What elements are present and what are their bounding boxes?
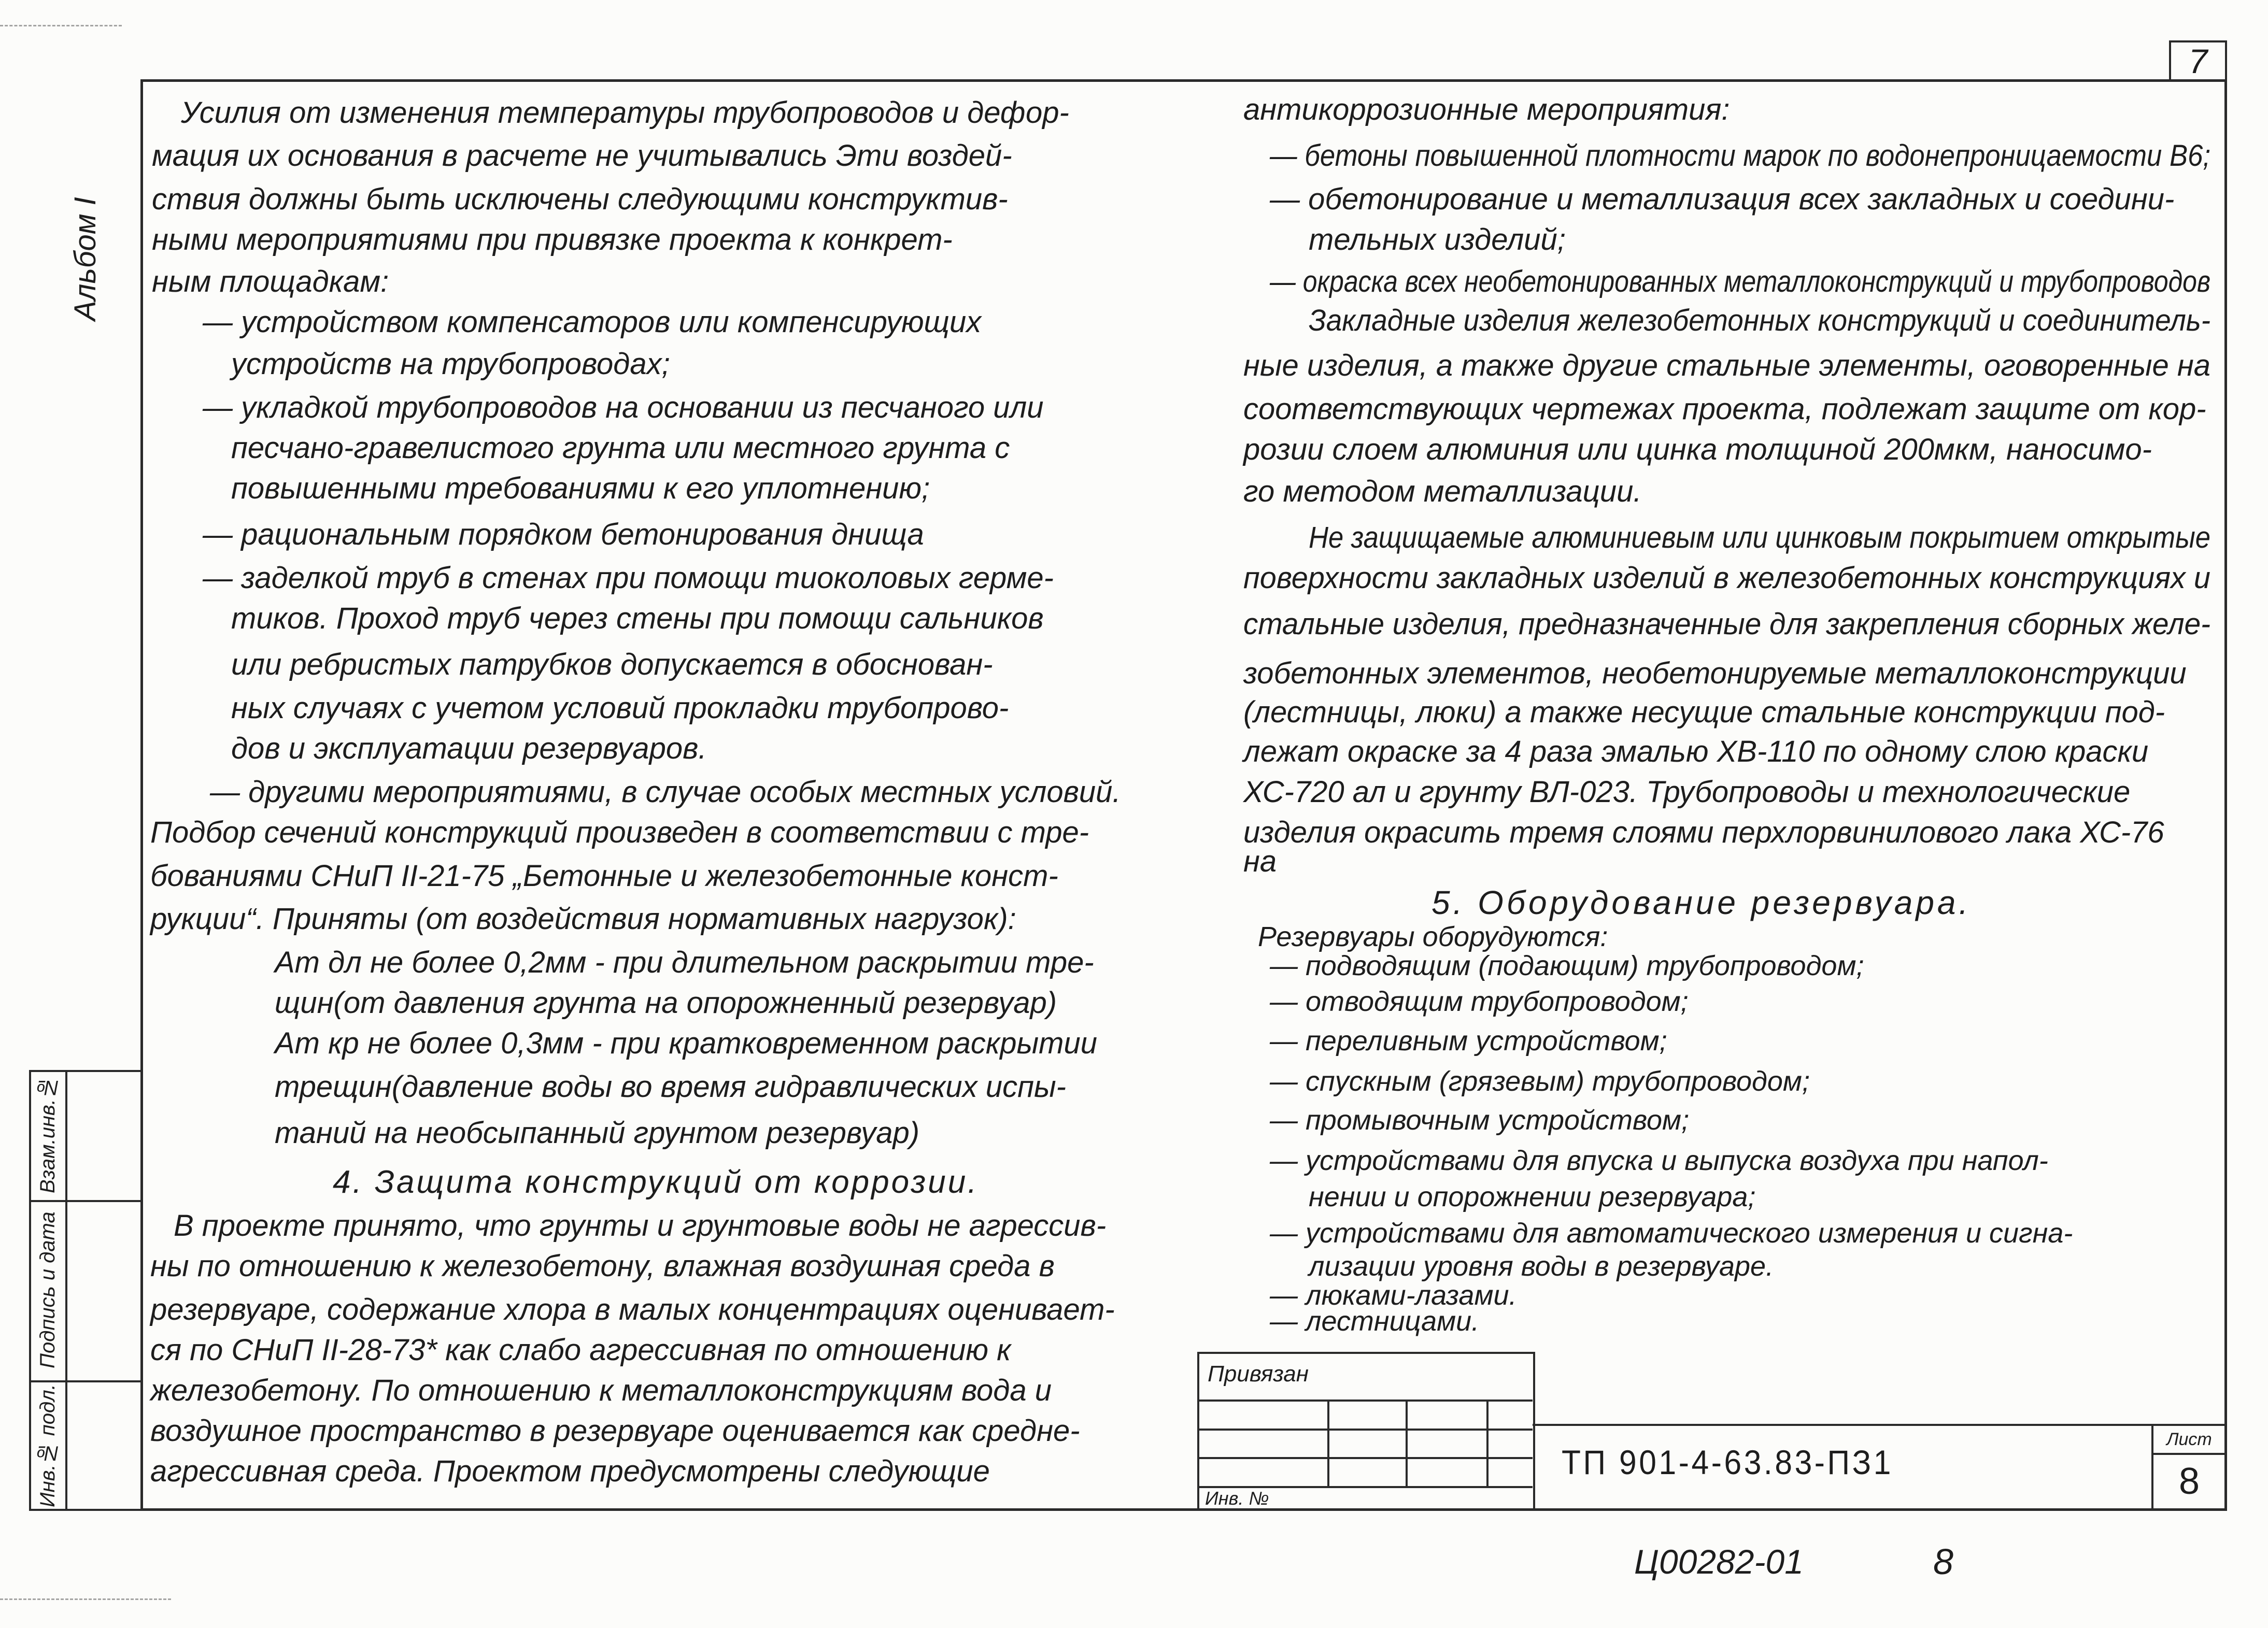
margin-stamp-divider <box>29 1380 140 1382</box>
scan-artifact <box>0 25 122 26</box>
text-line: лежат окраске за 4 раза эмалью ХВ-110 по одному слою краски <box>1243 735 2149 768</box>
text-line: ствия должны быть исключены следующими конструктив- <box>152 182 1008 216</box>
margin-stamp-divider <box>65 1070 67 1511</box>
text-line: Усилия от изменения температуры трубопроводов и дефор- <box>181 96 1069 130</box>
list-item: — подводящим (подающим) трубопроводом; <box>1270 950 1864 981</box>
scan-artifact <box>0 1598 171 1600</box>
text-line: бованиями СНиП II-21-75 „Бетонные и железобетонные конст- <box>150 859 1058 893</box>
text-line: нении и опорожнении резервуара; <box>1309 1181 1756 1212</box>
stamp-col-line <box>1406 1399 1408 1486</box>
list-item: — заделкой труб в стенах при помощи тиоколовых герме- <box>203 561 1054 595</box>
text-line: лизации уровня воды в резервуаре. <box>1309 1251 1774 1282</box>
list-item: — лестницами. <box>1270 1306 1480 1337</box>
sheet-label: Лист <box>2166 1430 2212 1449</box>
list-item: — устройством компенсаторов или компенсирующих <box>203 305 982 339</box>
text-line: устройств на трубопроводах; <box>231 347 670 381</box>
text-line: В проекте принято, что грунты и грунтовые воды не агрессив- <box>174 1209 1107 1243</box>
text-line: зобетонных элементов, необетонируемые металлоконструкции <box>1243 656 2187 690</box>
text-line: ными мероприятиями при привязке проекта к конкрет- <box>152 223 953 256</box>
sheet-number: 8 <box>2178 1461 2200 1502</box>
text-line: ХС-720 ал и грунту ВЛ-023. Трубопроводы и технологические <box>1243 775 2131 809</box>
main-stamp-top-line <box>1533 1424 2227 1426</box>
stamp-col-line <box>1327 1399 1329 1486</box>
archive-number: Ц00282-01 <box>1634 1543 1804 1581</box>
text-line: повышенными требованиями к его уплотнению; <box>231 472 930 505</box>
text-line: Закладные изделия железобетонных конструкций и соединитель- <box>1309 304 2210 337</box>
stamp-row-line <box>1197 1429 1533 1431</box>
text-line: ся по СНиП II-28-73* как слабо агрессивная по отношению к <box>150 1333 1011 1367</box>
document-designation: ТП 901-4-63.83-ПЗ1 <box>1562 1443 1893 1481</box>
text-line: воздушное пространство в резервуаре оценивается как средне- <box>150 1414 1080 1448</box>
stamp-col-line <box>1486 1399 1489 1486</box>
text-line: агрессивная среда. Проектом предусмотрены следующие <box>150 1454 990 1488</box>
text-line: антикоррозионные мероприятия: <box>1243 93 1730 126</box>
text-line: на <box>1243 845 1277 878</box>
text-line: Резервуары оборудуются: <box>1258 921 1608 952</box>
list-item: — спускным (грязевым) трубопроводом; <box>1270 1066 1810 1097</box>
stamp-label-replaced-inv: Взам.инв.№ <box>36 1076 59 1194</box>
list-item: — устройствами для автоматического измерения и сигна- <box>1270 1218 2073 1249</box>
text-line: песчано-гравелистого грунта или местного грунта с <box>231 431 1010 465</box>
text-line: (лестницы, люки) а также несущие стальные конструкции под- <box>1243 695 2165 729</box>
text-line: ные изделия, а также другие стальные элементы, оговоренные на <box>1243 349 2210 382</box>
text-line: или ребристых патрубков допускается в обоснован- <box>231 648 993 681</box>
text-line: Ат дл не более 0,2мм - при длительном раскрытии тре- <box>275 946 1094 979</box>
list-item: — переливным устройством; <box>1270 1025 1667 1056</box>
text-line: тельных изделий; <box>1309 223 1566 256</box>
section-heading: 5. Оборудование резервуара. <box>1431 884 1972 921</box>
text-line: трещин(давление воды во время гидравлических испы- <box>275 1070 1066 1104</box>
list-item: — обетонирование и металлизация всех закладных и соедини- <box>1270 182 2175 216</box>
list-item: — промывочным устройством; <box>1270 1105 1690 1136</box>
inv-number-label: Инв. № <box>1205 1488 1269 1509</box>
text-line: поверхности закладных изделий в железобетонных конструкциях и <box>1243 561 2210 595</box>
text-line: мация их основания в расчете не учитывались Эти воздей- <box>152 139 1012 173</box>
text-line: таний на необсыпанный грунтом резервуар) <box>275 1116 920 1150</box>
text-line: дов и эксплуатации резервуаров. <box>231 732 707 765</box>
text-line: Не защищаемые алюминиевым или цинковым покрытием открытые <box>1309 521 2210 554</box>
text-line: Подбор сечений конструкций произведен в соответствии с тре- <box>150 816 1089 849</box>
list-item: — укладкой трубопроводов на основании из песчаного или <box>203 391 1044 424</box>
album-label: Альбом I <box>68 197 102 321</box>
text-line: стальные изделия, предназначенные для закрепления сборных желе- <box>1243 607 2210 641</box>
list-item: — другими мероприятиями, в случае особых местных условий. <box>210 775 1121 809</box>
attached-label: Привязан <box>1208 1361 1309 1387</box>
text-line: ных случаях с учетом условий прокладки трубопрово- <box>231 691 1009 725</box>
text-line: соответствующих чертежах проекта, подлежат защите от кор- <box>1243 392 2206 426</box>
text-line: розии слоем алюминия или цинка толщиной 200мкм, наносимо- <box>1243 433 2152 466</box>
stamp-label-signature-date: Подпись и дата <box>36 1211 59 1369</box>
text-line: тиков. Проход труб через стены при помощи сальников <box>231 602 1044 635</box>
text-line: железобетону. По отношению к металлоконструкциям вода и <box>150 1374 1052 1407</box>
text-line: резервуаре, содержание хлора в малых концентрациях оценивает- <box>150 1293 1115 1326</box>
list-item: — бетоны повышенной плотности марок по водонепроницаемости В6; <box>1270 139 2210 173</box>
text-line: щин(от давления грунта на опорожненный резервуар) <box>275 986 1057 1020</box>
stamp-label-original-inv: Инв.№ подл. <box>36 1384 59 1507</box>
list-item: — окраска всех необетонированных металлоконструкций и трубопроводов <box>1270 265 2210 298</box>
list-item: — устройствами для впуска и выпуска воздуха при напол- <box>1270 1145 2048 1176</box>
stamp-row-line <box>1197 1399 1533 1402</box>
stamp-row-line <box>1197 1457 1533 1459</box>
list-item: — отводящим трубопроводом; <box>1270 986 1689 1017</box>
text-line: рукции“. Приняты (от воздействия нормативных нагрузок): <box>150 902 1016 936</box>
list-item: — рациональным порядком бетонирования днища <box>203 518 924 551</box>
text-line: ны по отношению к железобетону, влажная воздушная среда в <box>150 1249 1055 1283</box>
text-line: изделия окрасить тремя слоями перхлорвинилового лака ХС-76 <box>1243 816 2164 849</box>
text-line: Ат кр не более 0,3мм - при кратковременном раскрытии <box>275 1026 1097 1060</box>
page-number: 7 <box>2188 42 2208 80</box>
text-line: ным площадкам: <box>152 265 389 298</box>
list-item: — люками-лазами. <box>1270 1280 1517 1311</box>
footer-page-number: 8 <box>1933 1541 1953 1582</box>
section-heading: 4. Защита конструкций от коррозии. <box>333 1164 979 1200</box>
text-line: го методом металлизации. <box>1243 475 1642 508</box>
margin-stamp-divider <box>29 1200 140 1202</box>
